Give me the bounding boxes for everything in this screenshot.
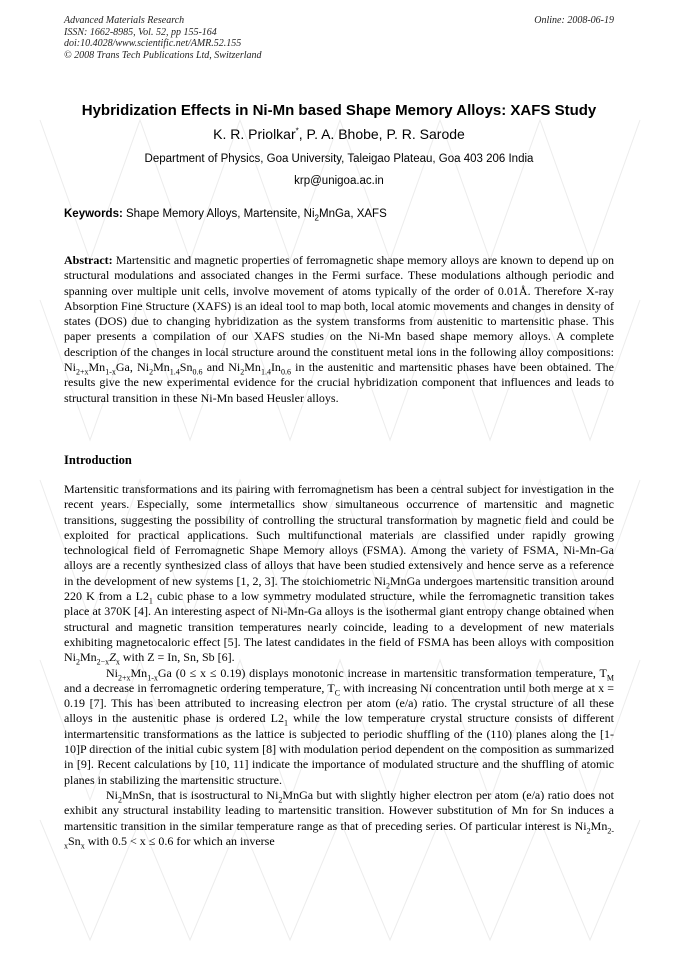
keywords-label: Keywords: (64, 208, 123, 220)
introduction-body (64, 482, 614, 849)
abstract: Abstract: Martensitic and magnetic properties of ferromagnetic shape memory alloys are known to depend up on structural modulations and associated changes in the Fermi surface. These modulations although periodic and spanning over multiple unit cells, involve movement of atoms typically of the order of 0.01Å. Therefore X-ray Absorption Fine Structure (XAFS) is an ideal tool to map both, local atomic movements and changes in density of states (DOS) due to changing hybridization as the system transforms from austenitic to martensitic phase. This paper presents a compilation of our XAFS studies on the Ni-Mn based shape memory alloys. A complete description of the changes in local structure around the constituent metal ions in the following alloy compositions: $Ni_{2+x}Mn_{1-x}Ga$, $Ni_2Mn_{1.4}Sn_{0.6}$ and $Ni_2Mn_{1.4}In_{0.6}$ in the austenitic and martensitic phases have been obtained. The results give the new experimental evidence for the crucial hybridization component that influences and leads to structural transition in these Ni-Mn based Heusler alloys. (64, 253, 614, 405)
paragraph: $Ni_2MnSn$, that is isostructural to $Ni_2MnGa$ but with slightly higher electron per atom (e/a) ratio does not exhibit any structural instability leading to martensitic transition. However substitution of Mn for Sn induces a martensitic transition in the similar temperature range as that of preceding series. Of particular interest is $Ni_2Mn_{2-x}Sn_x$ with 0.5 < x ≤ 0.6 for which an inverse (64, 787, 614, 851)
author-email: krp@unigoa.ac.in (294, 175, 384, 187)
journal-header (64, 15, 262, 61)
paper-title: Hybridization Effects in Ni-Mn based Shape Memory Alloys: XAFS Study (81, 102, 597, 119)
affiliation: Department of Physics, Goa University, Taleigao Plateau, Goa 403 206 India (144, 153, 534, 165)
author-list (0, 126, 678, 142)
journal-issn: ISSN: 1662-8985, Vol. 52, pp 155-164 (64, 26, 217, 38)
paragraph: Martensitic transformations and its pairing with ferromagnetism has been a central subject for investigation in the recent years. Especially, some intermetallics show simultaneous occurrence of martensitic and magnetic transitions, suggesting the possibility of controlling the structural transformation by magnetic field and could be exploited for practical applications. Such multifunctional materials are classified under rapidly growing technological field of Ferromagnetic Shape Memory alloys (FSMA). Among the variety of FSMA, Ni-Mn-Ga alloys are a recently synthesized class of alloys that have been studied extensively and hence serve as a reference in the development of new systems [1, 2, 3]. The stoichiometric $Ni_2MnGa$ undergoes martensitic transition around 220 K from a $L2_1$ cubic phase to a low symmetry modulated structure, while the ferromagnetic transition takes place at 370K [4]. An interesting aspect of Ni-Mn-Ga alloys is the isothermal giant entropy change obtained when structural and magnetic transition temperatures nearly coincide, leading to a development of new materials exhibiting magnetocaloric effect [5]. The latest candidates in the field of FSMA has been alloys with composition $Ni_2Mn_{2-x}Z_x$ with Z = In, Sn, Sb [6]. (64, 482, 615, 667)
journal-name: Advanced Materials Research (64, 15, 185, 26)
abstract-label: Abstract: (64, 253, 113, 267)
other-authors: , P. A. Bhobe, P. R. Sarode (298, 126, 465, 142)
first-author: K. R. Priolkar (213, 126, 296, 142)
corresponding-mark: * (295, 126, 299, 136)
paragraph: $Ni_{2+x}Mn_{1-x}Ga$ (0 ≤ x ≤ 0.19) displays monotonic increase in martensitic transformation temperature, $T_M$ and a decrease in ferromagnetic ordering temperature, $T_C$ with increasing Ni concentration until both merge at x = 0.19 [7]. This has been attributed to increasing electron per atom (e/a) ratio. The crystal structure of all these alloys in the austenitic phase is ordered $L2_1$ while the low temperature crystal structure consists of different intermartensitic transformations as the lattice is subjected to periodic shuffling of the (110) planes along the [1-10]P direction of the initial cubic system [8] with modulation period dependent on the composition as summarized in [9]. Recent calculations by [10, 11] indicate the importance of modulated structure and the shuffling of atomic planes in stabilizing the martensitic structure. (64, 665, 614, 787)
journal-copyright: © 2008 Trans Tech Publications Ltd, Switzerland (64, 49, 262, 61)
section-heading-introduction: Introduction (64, 453, 132, 467)
online-date: Online: 2008-06-19 (534, 15, 614, 26)
journal-doi: doi:10.4028/www.scientific.net/AMR.52.155 (64, 38, 242, 49)
keywords: Keywords: Shape Memory Alloys, Martensite, $Ni_2MnGa$, XAFS (64, 208, 387, 223)
